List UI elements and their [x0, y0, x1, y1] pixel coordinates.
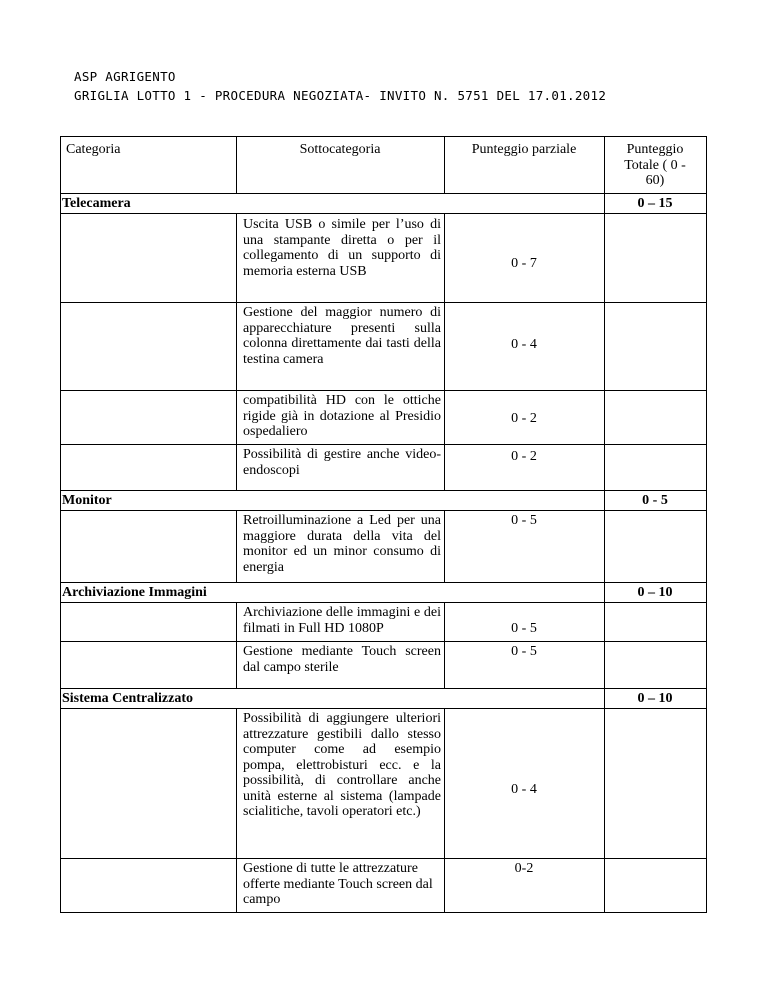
subcategory-text: Possibilità di gestire anche video-endoscopi [243, 447, 441, 478]
category-total: 0 – 10 [637, 691, 673, 706]
category-total: 0 – 15 [637, 196, 673, 211]
header-line-2: GRIGLIA LOTTO 1 - PROCEDURA NEGOZIATA- INVITO N. 5751 DEL 17.01.2012 [74, 88, 607, 103]
category-sistema-centralizzato: Sistema Centralizzato [62, 691, 194, 706]
subcategory-text: Gestione mediante Touch screen dal campo sterile [243, 644, 441, 675]
partial-score: 0 - 5 [511, 644, 537, 659]
subcategory-text: Gestione del maggior numero di apparecchiature presenti sulla colonna direttamente dai tasti della testina camera [243, 305, 441, 367]
category-monitor: Monitor [62, 493, 112, 508]
col-header-categoria: Categoria [66, 142, 121, 157]
subcategory-text: Uscita USB o simile per l’uso di una stampante diretta o per il collegamento di un supporto di memoria esterna USB [243, 217, 441, 279]
partial-score: 0 - 5 [511, 621, 537, 636]
partial-score: 0 - 4 [511, 337, 537, 352]
partial-score: 0 - 4 [511, 782, 537, 797]
col-header-sottocategoria: Sottocategoria [299, 142, 381, 157]
partial-score: 0 - 7 [511, 256, 537, 271]
header-line-1: ASP AGRIGENTO [74, 69, 176, 84]
partial-score: 0-2 [514, 861, 534, 876]
category-telecamera: Telecamera [62, 196, 131, 211]
subcategory-text: Archiviazione delle immagini e dei filmati in Full HD 1080P [243, 605, 441, 636]
subcategory-text: compatibilità HD con le ottiche rigide già in dotazione al Presidio ospedaliero [243, 393, 441, 439]
partial-score: 0 - 5 [511, 513, 537, 528]
subcategory-text: Retroilluminazione a Led per una maggiore durata della vita del monitor ed un minor consumo di energia [243, 513, 441, 575]
subcategory-text: Possibilità di aggiungere ulteriori attrezzature gestibili dallo stesso computer come ad esempio pompa, elettrobisturi ecc. e la possibilità, di controllare anche unità esterne al sistema (lampade scialitiche, tavoli operatori etc.) [243, 711, 441, 819]
partial-score: 0 - 2 [511, 411, 537, 426]
category-total: 0 – 10 [637, 585, 673, 600]
partial-score: 0 - 2 [511, 449, 537, 464]
col-header-punteggio-totale: Punteggio Totale ( 0 - 60) [624, 142, 686, 188]
category-archiviazione-immagini: Archiviazione Immagini [62, 585, 207, 600]
category-total: 0 - 5 [642, 493, 668, 508]
subcategory-text: Gestione di tutte le attrezzature offerte mediante Touch screen dal campo [243, 861, 433, 907]
col-header-punteggio-parziale: Punteggio parziale [471, 142, 577, 157]
